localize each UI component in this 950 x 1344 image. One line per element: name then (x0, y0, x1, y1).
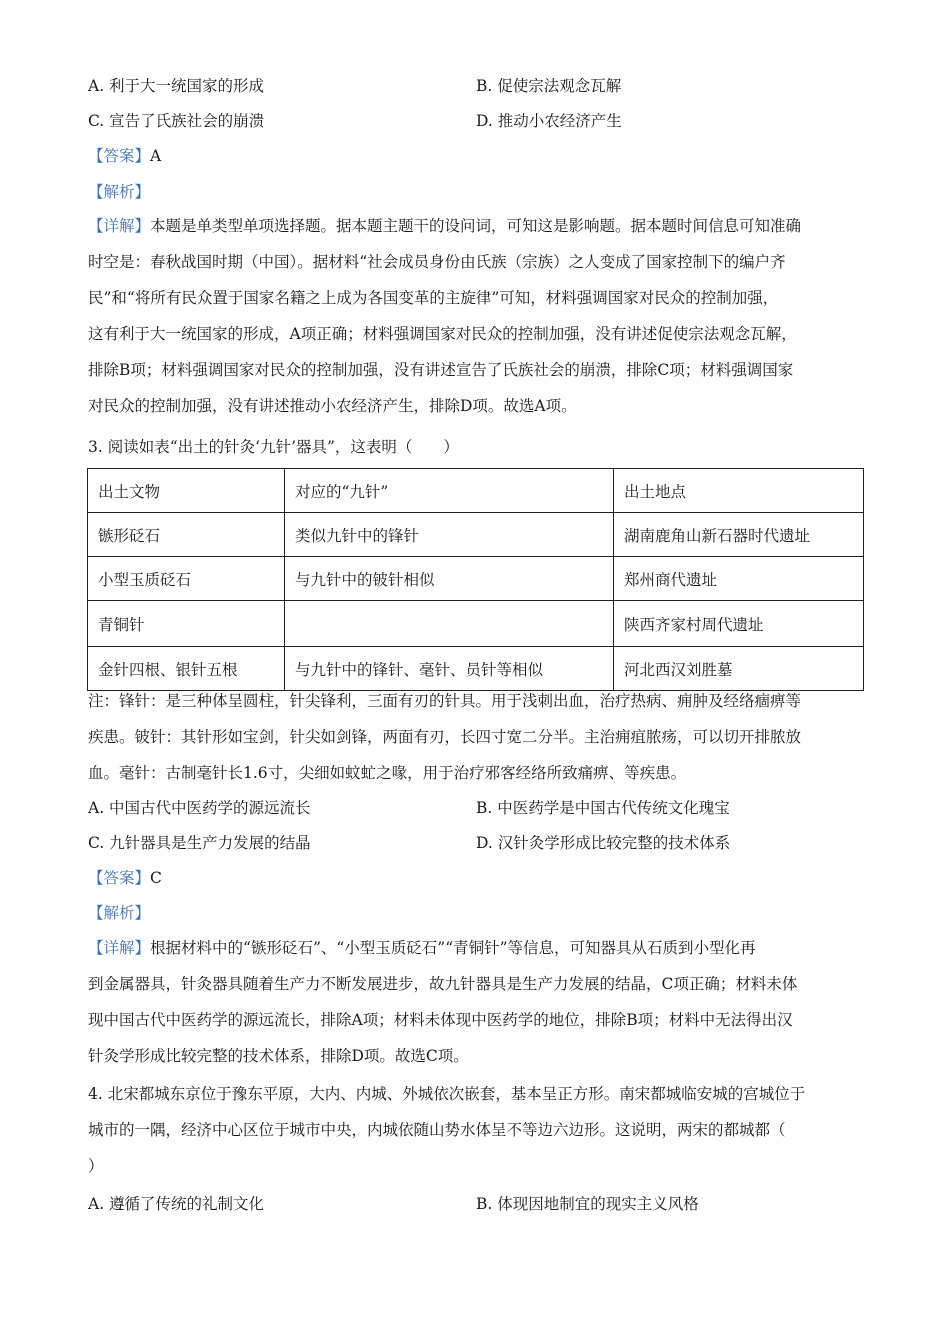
option-b: B. 体现因地制宜的现实主义风格 (476, 1195, 699, 1213)
option-b: B. 促使宗法观念瓦解 (476, 77, 622, 95)
table-cell: 镞形砭石 (88, 513, 285, 557)
detail-line: 到金属器具，针灸器具随着生产力不断发展进步，故九针器具是生产力发展的结晶，C项正确；材料未体 (88, 975, 798, 993)
stem-line: 城市的一隅，经济中心区位于城市中央，内城依随山势水体呈不等边六边形。这说明，两宋的都城都（ (88, 1121, 786, 1139)
table-cell: 河北西汉刘胜墓 (614, 647, 864, 691)
option-c: C. 宣告了氏族社会的崩溃 (88, 112, 265, 130)
table-cell: 类似九针中的锋针 (285, 513, 614, 557)
table-row (88, 513, 864, 557)
detail-line: 民”和“将所有民众置于国家名籍之上成为各国变革的主旋律”可知，材料强调国家对民众的控制加强， (88, 289, 779, 307)
table-cell: 小型玉质砭石 (88, 557, 285, 601)
answer-value: A (150, 147, 162, 165)
option-c: C. 九针器具是生产力发展的结晶 (88, 834, 311, 852)
note-line: 注：锋针：是三种体呈圆柱，针尖锋利，三面有刃的针具。用于浅刺出血，治疗热病、痈肿及经络痼痹等 (88, 692, 802, 710)
detail-line: 针灸学形成比较完整的技术体系，排除D项。故选C项。 (88, 1047, 469, 1065)
detail-line: 本题是单类型单项选择题。据本题主题干的设问词，可知这是影响题。据本题时间信息可知准确 (150, 217, 802, 235)
table-cell: 湖南鹿角山新石器时代遗址 (614, 513, 864, 557)
note-line: 疾患。铍针：其针形如宝剑，针尖如剑锋，两面有刃，长四寸宽二分半。主治痈疽脓疡，可以切开排脓放 (88, 728, 802, 746)
stem-line: ） (88, 1157, 104, 1175)
table-cell (285, 601, 614, 647)
table-cell: 与九针中的锋针、毫针、员针等相似 (285, 647, 614, 691)
artifact-table (87, 468, 864, 691)
detail-tag: 【详解】 (88, 217, 151, 235)
table-header: 出土文物 (88, 469, 285, 513)
option-b: B. 中医药学是中国古代传统文化瑰宝 (476, 799, 730, 817)
answer-tag: 【答案】 (88, 147, 151, 165)
question-stem: 3. 阅读如表“出土的针灸‘九针’器具”，这表明（ ） (88, 438, 459, 456)
detail-line: 排除B项；材料强调国家对民众的控制加强，没有讲述宣告了氏族社会的崩溃，排除C项；材料强调国家 (88, 361, 794, 379)
option-d: D. 汉针灸学形成比较完整的技术体系 (476, 834, 731, 852)
table-header: 出土地点 (614, 469, 864, 513)
option-a: A. 遵循了传统的礼制文化 (88, 1195, 265, 1213)
table-cell: 陕西齐家村周代遗址 (614, 601, 864, 647)
question-stem (88, 1076, 868, 1184)
detail-tag: 【详解】 (88, 939, 151, 957)
detail-paragraph (88, 930, 868, 1074)
stem-line: 4. 北宋都城东京位于豫东平原，大内、内城、外城依次嵌套，基本呈正方形。南宋都城临安城的宫城位于 (88, 1085, 806, 1103)
table-row (88, 601, 864, 647)
table-cell: 青铜针 (88, 601, 285, 647)
answer-value: C (150, 869, 162, 887)
detail-line: 现中国古代中医药学的源远流长，排除A项；材料未体现中医药学的地位，排除B项；材料中无法得出汉 (88, 1011, 793, 1029)
detail-paragraph (88, 208, 868, 424)
table-cell: 金针四根、银针五根 (88, 647, 285, 691)
note-paragraph (88, 683, 868, 791)
detail-line: 这有利于大一统国家的形成，A项正确；材料强调国家对民众的控制加强，没有讲述促使宗法观念瓦解， (88, 325, 797, 343)
note-line: 血。毫针：古制毫针长1.6寸，尖细如蚊虻之喙，用于治疗邪客经络所致痛痹、等疾患。 (88, 764, 687, 782)
option-a: A. 利于大一统国家的形成 (88, 77, 265, 95)
analysis-tag: 【解析】 (88, 183, 151, 201)
analysis-tag: 【解析】 (88, 904, 151, 922)
detail-line: 时空是：春秋战国时期（中国）。据材料“社会成员身份由氏族（宗族）之人变成了国家控制下的编户齐 (88, 253, 786, 271)
table-row (88, 557, 864, 601)
answer (88, 867, 162, 889)
table-cell: 与九针中的铍针相似 (285, 557, 614, 601)
answer-tag: 【答案】 (88, 869, 151, 887)
answer (88, 145, 161, 167)
table-cell: 郑州商代遗址 (614, 557, 864, 601)
option-a: A. 中国古代中医药学的源远流长 (88, 799, 311, 817)
detail-line: 对民众的控制加强，没有讲述推动小农经济产生，排除D项。故选A项。 (88, 397, 577, 415)
table-header: 对应的“九针” (285, 469, 614, 513)
option-d: D. 推动小农经济产生 (476, 112, 622, 130)
table-header-row (88, 469, 864, 513)
detail-line: 根据材料中的“镞形砭石”、“小型玉质砭石”“青铜针”等信息，可知器具从石质到小型化再 (150, 939, 756, 957)
